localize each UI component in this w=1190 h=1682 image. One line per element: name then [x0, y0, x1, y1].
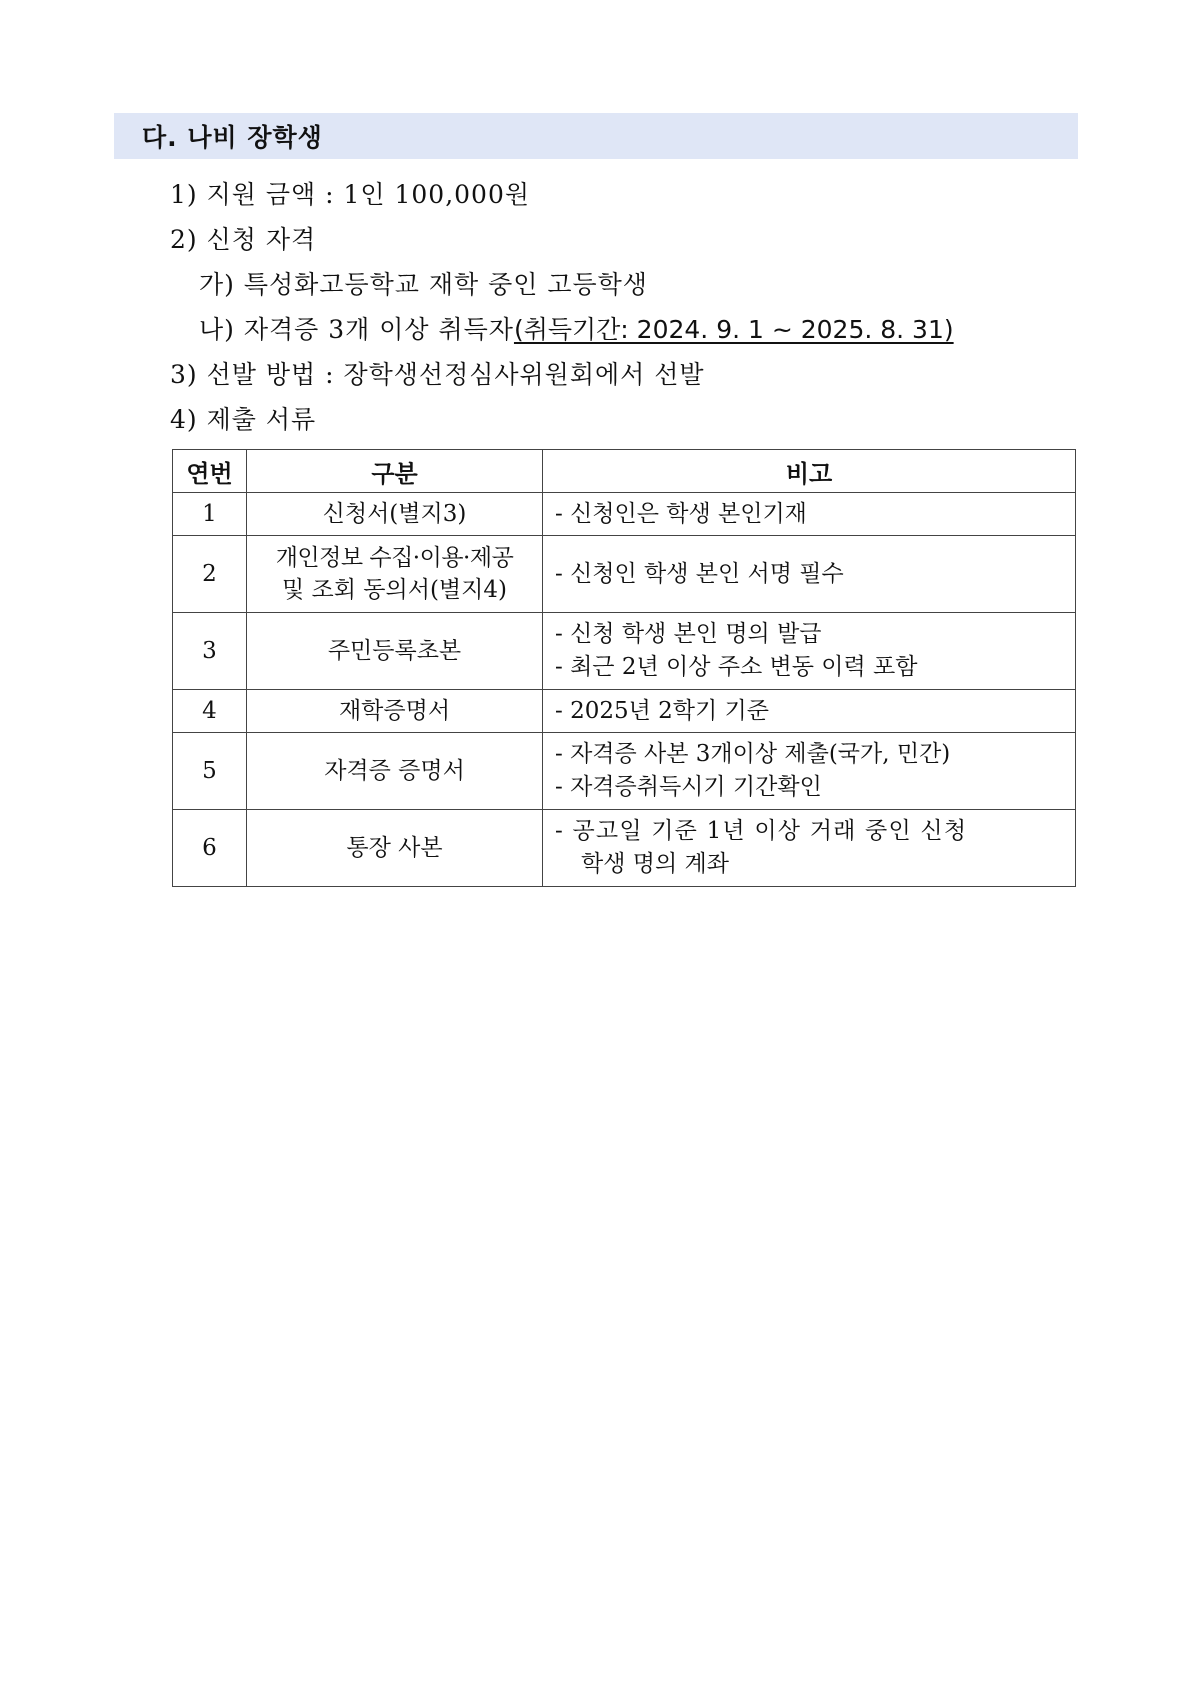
row-number: 4	[173, 690, 247, 733]
section-title: 다. 나비 장학생	[114, 113, 1078, 159]
document-name	[247, 536, 543, 613]
table-row	[173, 613, 1076, 690]
remark-line: - 최근 2년 이상 주소 변동 이력 포함	[555, 654, 918, 680]
header-category: 구분	[247, 450, 543, 493]
acquisition-period: (취득기간: 2024. 9. 1 ~ 2025. 8. 31)	[513, 315, 954, 344]
remark-line: - 공고일 기준 1년 이상 거래 중인 신청	[555, 818, 968, 844]
document-remarks	[543, 733, 1076, 810]
table-row	[173, 810, 1076, 887]
table-row	[173, 493, 1076, 536]
document-name: 재학증명서	[247, 690, 543, 733]
eligibility-item-a: 가) 특성화고등학교 재학 중인 고등학생	[199, 270, 648, 299]
document-name: 신청서(별지3)	[247, 493, 543, 536]
document-name-line: 및 조회 동의서(별지4)	[282, 577, 507, 603]
document-name-line: 개인정보 수집·이용·제공	[275, 545, 514, 571]
table-row	[173, 690, 1076, 733]
remark-line: - 2025년 2학기 기준	[555, 697, 769, 724]
selection-method-item: 3) 선발 방법 : 장학생선정심사위원회에서 선발	[170, 360, 705, 389]
document-remarks	[543, 536, 1076, 613]
remark-line: - 신청 학생 본인 명의 발급	[555, 621, 822, 647]
eligibility-item-b	[199, 310, 954, 346]
documents-table	[172, 449, 1076, 887]
document-name: 통장 사본	[247, 810, 543, 887]
remark-line: - 자격증취득시기 기간확인	[555, 774, 822, 800]
support-amount-item: 1) 지원 금액 : 1인 100,000원	[170, 180, 531, 209]
row-number: 5	[173, 733, 247, 810]
remark-line: - 신청인 학생 본인 서명 필수	[555, 560, 844, 587]
document-remarks	[543, 810, 1076, 887]
document-remarks	[543, 690, 1076, 733]
table-row	[173, 536, 1076, 613]
document-name: 주민등록초본	[247, 613, 543, 690]
document-name: 자격증 증명서	[247, 733, 543, 810]
remark-line: - 자격증 사본 3개이상 제출(국가, 민간)	[555, 741, 951, 767]
eligibility-title: 2) 신청 자격	[170, 225, 317, 254]
documents-title: 4) 제출 서류	[170, 405, 317, 434]
row-number: 1	[173, 493, 247, 536]
row-number: 2	[173, 536, 247, 613]
row-number: 6	[173, 810, 247, 887]
document-remarks	[543, 613, 1076, 690]
remark-line: - 신청인은 학생 본인기재	[555, 500, 807, 527]
document-remarks	[543, 493, 1076, 536]
table-row	[173, 733, 1076, 810]
eligibility-item-b-text: 나) 자격증 3개 이상 취득자	[199, 315, 514, 344]
header-no: 연번	[173, 450, 247, 493]
row-number: 3	[173, 613, 247, 690]
table-header-row	[173, 450, 1076, 493]
remark-line-continued: 학생 명의 계좌	[581, 851, 729, 877]
header-remarks: 비고	[543, 450, 1076, 493]
